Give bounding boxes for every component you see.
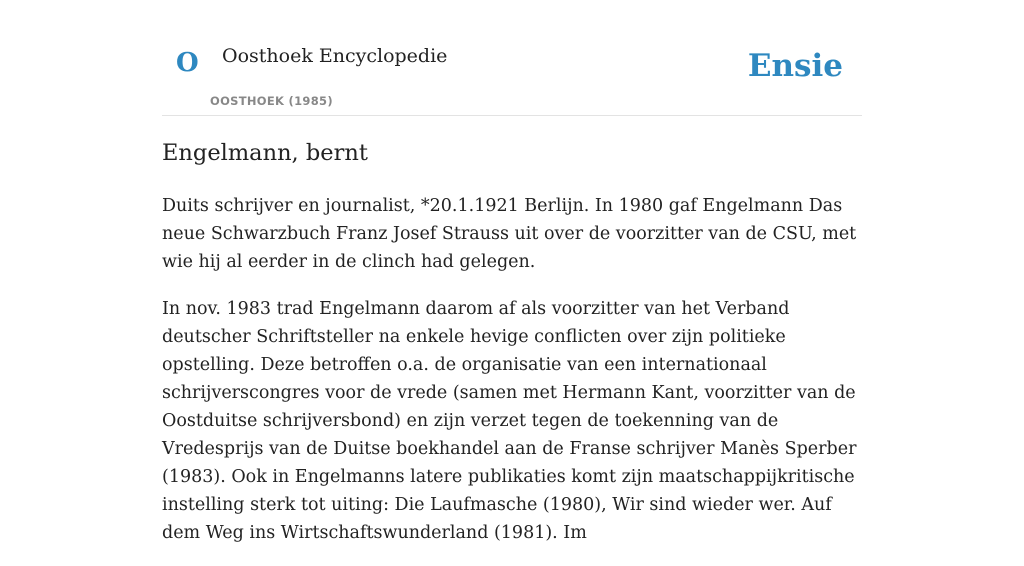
page-container (162, 0, 862, 543)
entry-body (162, 192, 862, 566)
entry-title: Engelmann, bernt (162, 140, 368, 166)
entry-paragraph: Duits schrijver en journalist, *20.1.1921 Berlijn. In 1980 gaf Engelmann Das neue Schwarzbuch Franz Josef Strauss uit over de voorzitter van de CSU, met wie hij al eerder in de clinch had gelegen. (162, 196, 857, 272)
entry-paragraph: In nov. 1983 trad Engelmann daarom af als voorzitter van het Verband deutscher Schriftsteller na enkele hevige conflicten over zijn politieke opstelling. Deze betroffen o.a. de organisatie van een internationaal schrijverscongres voor de vrede (samen met Hermann Kant, voorzitter van de Oostduitse schrijversbond) en zijn verzet tegen de toekenning van de Vredesprijs van de Duitse boekhandel aan de Franse schrijver Manès Sperber (1983). Ook in Engelmanns latere publikaties komt zijn maatschappijkritische instelling sterk tot uiting: Die Laufmasche (1980), Wir sind wieder wer. Auf dem Weg ins Wirtschaftswunderland (1981). Im (162, 299, 857, 543)
entry-header (162, 0, 862, 116)
source-logo-icon[interactable]: O (176, 48, 199, 78)
ensie-logo-link[interactable]: Ensie (747, 48, 843, 84)
source-name-link[interactable]: Oosthoek Encyclopedie (222, 45, 448, 67)
source-edition-label: OOSTHOEK (1985) (210, 94, 333, 108)
